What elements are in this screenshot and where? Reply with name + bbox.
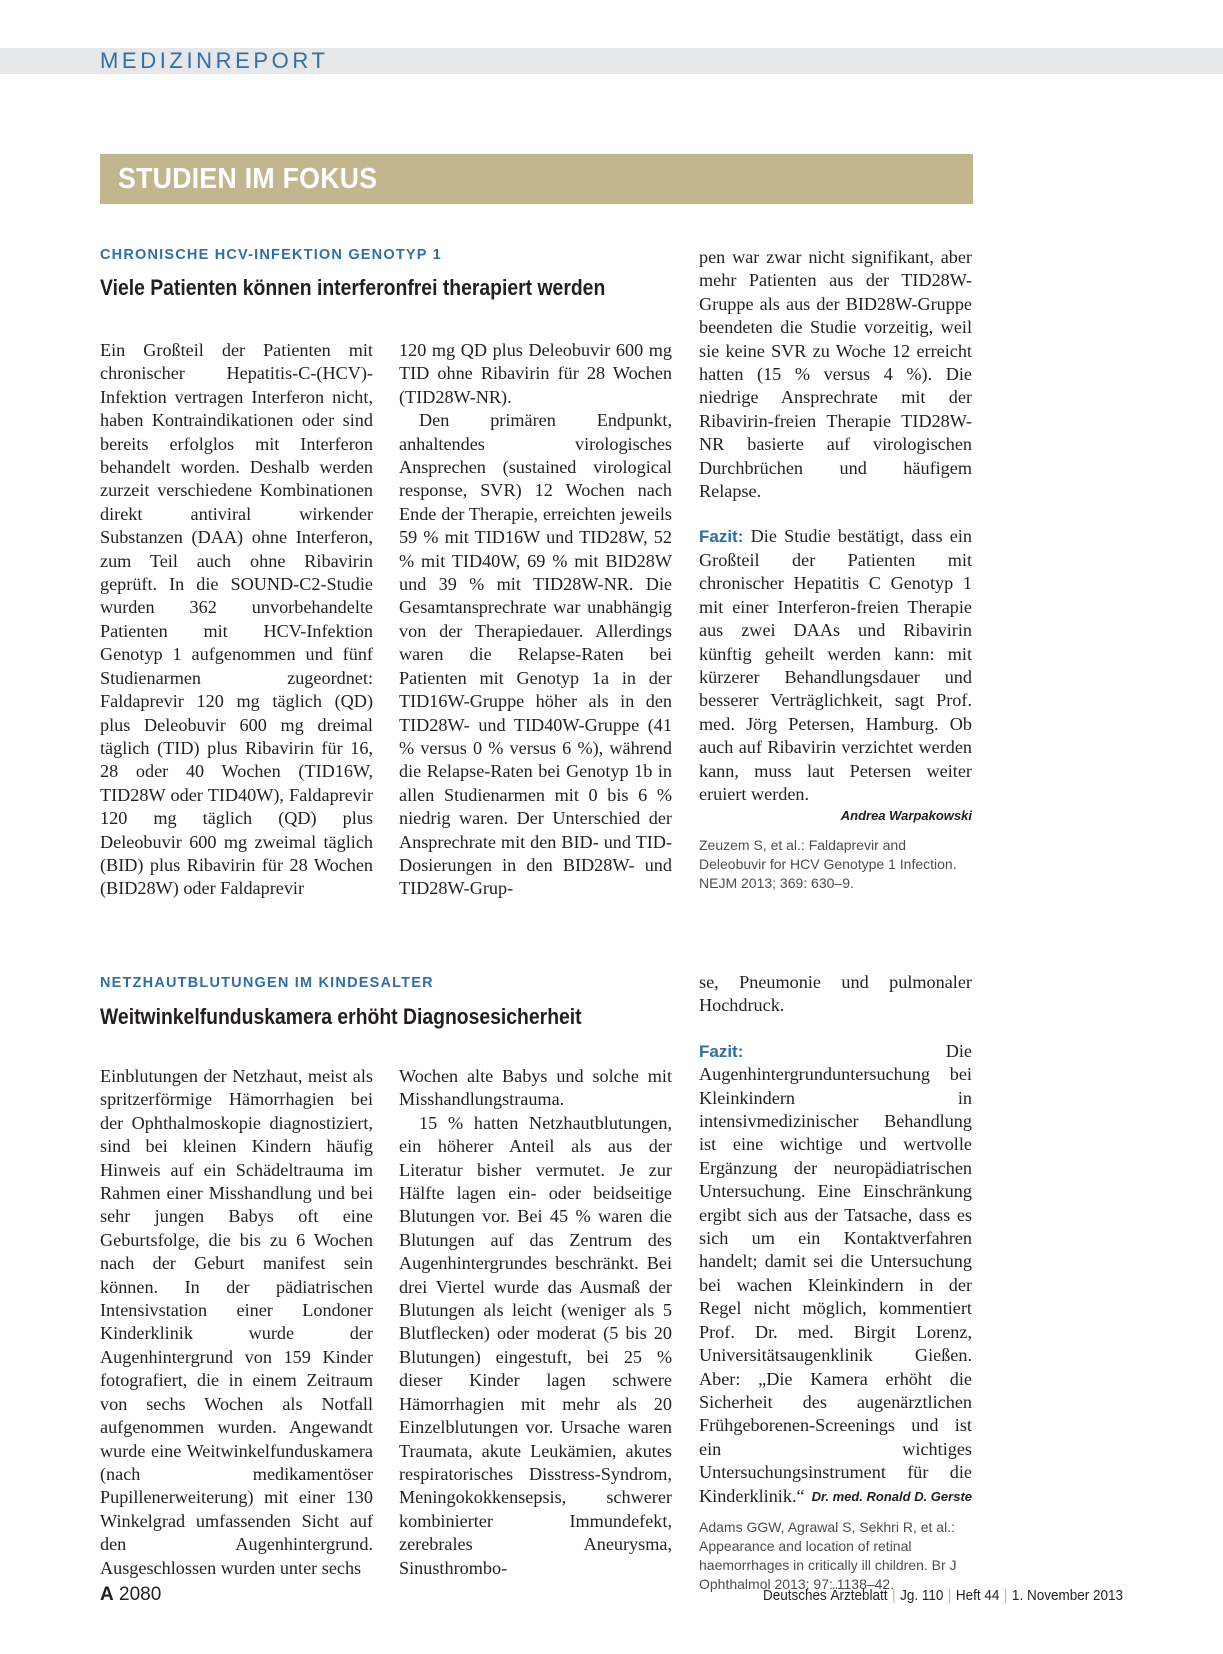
journal-name: Deutsches Ärzteblatt bbox=[763, 1587, 888, 1604]
article2-headline: Weitwinkelfunduskamera erhöht Diagnosesicherheit bbox=[100, 1004, 582, 1029]
journal-footer bbox=[763, 1586, 1123, 1606]
article1-column-2 bbox=[399, 339, 672, 901]
journal-date: 1. November 2013 bbox=[1011, 1587, 1123, 1604]
article2-fazit-text: Die Augenhintergrunduntersuchung bei Kleinkindern in intensivmedizinischer Behandlung ist eine wichtige und wertvolle Ergänzung der neuropädiatrischen Untersuchung. Eine Einschränkung ergibt sich aus der Tatsache, dass es sich um ein Kontaktverfahren handelt; damit sei die Untersuchung bei wachen Kleinkindern in der Regel nicht möglich, kommentiert Prof. Dr. med. Birgit Lorenz, Universitätsaugenklinik Gießen. Aber: „Die Kamera erhöht die Sicherheit des augenärztlichen Frühgeborenen-Screenings und ist ein wichtiges Untersuchungsinstrument für die Kinderklinik.“ bbox=[699, 1040, 972, 1506]
article2-column-2 bbox=[399, 1065, 672, 1580]
article2-column-3 bbox=[699, 971, 972, 1594]
article1-col2-para2: Den primären Endpunkt, anhaltendes virologisches Ansprechen (sustained virological response, SVR) 12 Wochen nach Ende der Therapie, erreichten jeweils 59 % mit TID16W und TID28W, 52 % mit TID40W, 69 % mit BID28W und 39 % mit TID28W-NR. Die Gesamtansprechrate war unabhängig von der Therapiedauer. Allerdings waren die Relapse-Raten bei Patienten mit Genotyp 1a in der TID16W-Gruppe höher als in den TID28W- und TID40W-Gruppe (41 % versus 0 % versus 6 %), während die Relapse-Raten bei Genotyp 1b in allen Studienarmen mit 0 bis 6 % niedrig waren. Der Unterschied der Ansprechrate mit den BID- und TID-Dosierungen in den BID28W- und TID28W-Grup- bbox=[399, 410, 672, 899]
journal-volume: Jg. 110 bbox=[900, 1587, 944, 1604]
page-number bbox=[100, 1583, 161, 1607]
article1-column-1 bbox=[100, 339, 373, 901]
footer-separator: | bbox=[947, 1587, 952, 1604]
article1-fazit bbox=[699, 525, 972, 806]
page-letter: A bbox=[100, 1584, 114, 1605]
section-label: MEDIZINREPORT bbox=[100, 48, 329, 73]
article2-author: Dr. med. Ronald D. Gerste bbox=[811, 1488, 972, 1504]
article2-fazit-label: Fazit: bbox=[699, 1041, 744, 1061]
page-number-value: 2080 bbox=[119, 1584, 162, 1605]
article2-col2-para2: 15 % hatten Netzhautblutungen, ein höherer Anteil als aus der Literatur bisher vermutet. Je zur Hälfte lagen ein- oder beidseitige Blutungen vor. Bei 45 % waren die Blutungen auf das Zentrum des Augenhintergrundes beschränkt. Bei drei Viertel wurde das Ausmaß der Blutungen als leicht (weniger als 5 Blutflecken) oder moderat (5 bis 20 Blutungen) eingestuft, bei 25 % dieser Kinder lagen schwere Hämorrhagien mit mehr als 20 Einzelblutungen vor. Ursache waren Traumata, akute Leukämien, akutes respiratorisches Disstress-Syndrom, Meningokokkensepsis, schwerer kombinierter Immundefekt, zerebrales Aneurysma, Sinusthrombo- bbox=[399, 1112, 672, 1578]
footer-separator: | bbox=[892, 1587, 896, 1604]
article2-col3-para1: se, Pneumonie und pulmonaler Hochdruck. bbox=[699, 972, 972, 1016]
article1-headline: Viele Patienten können interferonfrei therapiert werden bbox=[100, 275, 606, 300]
article1-column-3 bbox=[699, 246, 972, 893]
article1-reference: Zeuzem S, et al.: Faldaprevir and Deleobuvir for HCV Genotype 1 Infection. NEJM 2013; 369: 630–9. bbox=[699, 837, 957, 892]
banner-title: STUDIEN IM FOKUS bbox=[118, 163, 378, 195]
section-banner bbox=[100, 154, 973, 204]
article1-col3-para1: pen war zwar nicht signifikant, aber mehr Patienten aus der TID28W-Gruppe als aus der BID28W-Gruppe beendeten die Studie vorzeitig, weil sie keine SVR zu Woche 12 erreicht hatten (15 % versus 4 %). Die niedrige Ansprechrate mit der Ribavirin-freien Therapie TID28W-NR basierte auf virologischen Durchbrüchen und häufigem Relapse. bbox=[699, 247, 972, 502]
article2-reference: Adams GGW, Agrawal S, Sekhri R, et al.: Appearance and location of retinal haemorrhages in critically ill children. Br J Ophthalmol 2013; 97: 1138–42. bbox=[699, 1518, 957, 1592]
article2-col2-para1: Wochen alte Babys und solche mit Misshandlungstrauma. bbox=[399, 1066, 672, 1110]
article2-col1-text: Einblutungen der Netzhaut, meist als spritzerförmige Hämorrhagien bei der Ophthalmoskopie diagnostiziert, sind bei kleinen Kindern häufig Hinweis auf ein Schädeltrauma im Rahmen einer Misshandlung und bei sehr jungen Babys oft eine Geburtsfolge, die bis zu 6 Wochen nach der Geburt manifest sein können. In der pädiatrischen Intensivstation einer Londoner Kinderklinik wurde der Augenhintergrund von 159 Kinder fotografiert, die in einem Zeitraum von sechs Wochen als Notfall aufgenommen wurden. Angewandt wurde eine Weitwinkelfunduskamera (nach medikamentöser Pupillenerweiterung) mit einer 130 Winkelgrad umfassenden Sicht auf den Augenhintergrund. Ausgeschlossen wurden unter sechs bbox=[100, 1066, 373, 1578]
article2-fazit bbox=[699, 1040, 972, 1508]
article1-kicker: CHRONISCHE HCV-INFEKTION GENOTYP 1 bbox=[100, 247, 442, 263]
article1-col2-para1: 120 mg QD plus Deleobuvir 600 mg TID ohne Ribavirin für 28 Wochen (TID28W-NR). bbox=[399, 340, 672, 407]
article2-kicker: NETZHAUTBLUTUNGEN IM KINDESALTER bbox=[100, 975, 434, 991]
footer-separator: | bbox=[1003, 1587, 1008, 1604]
article2-column-1 bbox=[100, 1065, 373, 1580]
article1-author: Andrea Warpakowski bbox=[840, 808, 972, 824]
journal-issue: Heft 44 bbox=[955, 1587, 1000, 1604]
article1-fazit-text: Die Studie bestätigt, dass ein Großteil der Patienten mit chronischer Hepatitis C Genotyp 1 mit einer Interferon-freien Therapie aus zwei DAAs und Ribavirin künftig geheilt werden kann: mit kürzerer Behandlungsdauer und besserer Verträglichkeit, sagt Prof. med. Jörg Petersen, Hamburg. Ob auch auf Ribavirin verzichtet werden kann, muss laut Petersen weiter eruiert werden. bbox=[699, 526, 973, 804]
article1-fazit-label: Fazit: bbox=[699, 527, 744, 547]
article1-col1-text: Ein Großteil der Patienten mit chronischer Hepatitis-C-(HCV)-Infektion vertragen Interferon nicht, haben Kontraindikationen oder sind bereits erfolglos mit Interferon behandelt worden. Deshalb werden zurzeit verschiedene Kombinationen direkt antiviral wirkender Substanzen (DAA) ohne Interferon, zum Teil auch ohne Ribavirin geprüft. In die SOUND-C2-Studie wurden 362 unvorbehandelte Patienten mit HCV-Infektion Genotyp 1 aufgenommen und fünf Studienarmen zugeordnet: Faldaprevir 120 mg täglich (QD) plus Deleobuvir 600 mg dreimal täglich (TID) plus Ribavirin für 16, 28 oder 40 Wochen (TID16W, TID28W oder TID40W), Faldaprevir 120 mg täglich (QD) plus Deleobuvir 600 mg zweimal täglich (BID) plus Ribavirin für 28 Wochen (BID28W) oder Faldaprevir bbox=[100, 340, 373, 899]
